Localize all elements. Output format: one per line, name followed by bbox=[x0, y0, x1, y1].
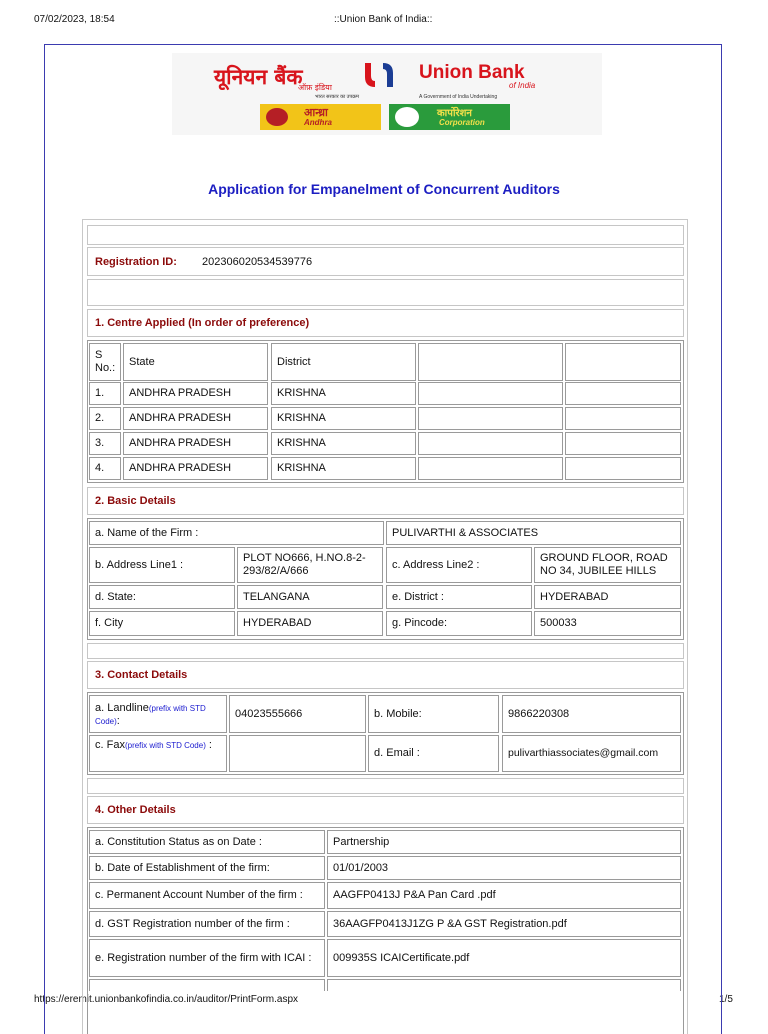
firm-name-label: a. Name of the Firm : bbox=[89, 521, 384, 545]
corporation-logo-icon bbox=[395, 107, 419, 127]
logo-hindi-sub: ऑफ़ इंडिया bbox=[298, 83, 332, 92]
section-heading-centre: 1. Centre Applied (In order of preference) bbox=[87, 309, 684, 337]
pincode-label: g. Pincode: bbox=[386, 611, 532, 636]
landline-note: (prefix with STD Code) bbox=[95, 704, 206, 726]
corporation-english: Corporation bbox=[439, 118, 485, 127]
landline-label-text: a. Landline bbox=[95, 702, 149, 714]
gst-label: d. GST Registration number of the firm : bbox=[89, 911, 325, 937]
table-cell bbox=[418, 382, 563, 405]
table-header: District bbox=[271, 343, 416, 381]
form-title: Application for Empanelment of Concurrent Auditors bbox=[208, 181, 560, 197]
bank-logo-banner bbox=[172, 53, 602, 135]
gst-value: 36AAGFP0413J1ZG P &A GST Registration.pdf bbox=[327, 911, 681, 937]
table-cell: KRISHNA bbox=[271, 407, 416, 430]
table-cell bbox=[565, 432, 681, 455]
section-heading-other: 4. Other Details bbox=[87, 796, 684, 824]
table-header bbox=[565, 343, 681, 381]
landline-colon: : bbox=[116, 715, 120, 727]
state-label: d. State: bbox=[89, 585, 235, 609]
union-bank-logo-icon bbox=[361, 59, 397, 91]
table-cell bbox=[89, 979, 325, 991]
table-cell bbox=[565, 382, 681, 405]
logo-hindi-name: यूनियन बैंक bbox=[214, 65, 303, 89]
firm-name-value: PULIVARTHI & ASSOCIATES bbox=[386, 521, 681, 545]
mobile-label: b. Mobile: bbox=[368, 695, 499, 733]
spacer-bar bbox=[87, 225, 684, 245]
district-label: e. District : bbox=[386, 585, 532, 609]
table-cell bbox=[565, 407, 681, 430]
table-cell bbox=[327, 979, 681, 991]
spacer-bar bbox=[87, 643, 684, 659]
andhra-english: Andhra bbox=[304, 118, 332, 127]
address1-value: PLOT NO666, H.NO.8-2-293/82/A/666 bbox=[237, 547, 383, 583]
table-cell bbox=[418, 457, 563, 480]
fax-label bbox=[89, 735, 227, 772]
table-cell bbox=[565, 457, 681, 480]
logo-english-sub: of India bbox=[509, 81, 536, 90]
establishment-date-label: b. Date of Establishment of the firm: bbox=[89, 856, 325, 880]
fax-value bbox=[229, 735, 366, 772]
table-header: State bbox=[123, 343, 268, 381]
andhra-hindi: आन्ध्रा bbox=[304, 106, 328, 119]
pincode-value: 500033 bbox=[534, 611, 681, 636]
table-header bbox=[418, 343, 563, 381]
table-cell: ANDHRA PRADESH bbox=[123, 432, 268, 455]
icai-label: e. Registration number of the firm with ICAI : bbox=[89, 939, 325, 977]
pan-label: c. Permanent Account Number of the firm : bbox=[89, 882, 325, 909]
logo-tagline-english: A Government of India Undertaking bbox=[419, 94, 498, 100]
constitution-value: Partnership bbox=[327, 830, 681, 854]
email-label: d. Email : bbox=[368, 735, 499, 772]
corporation-hindi: कार्पोरेशन bbox=[437, 108, 472, 119]
table-header: S No.: bbox=[89, 343, 121, 381]
address1-label: b. Address Line1 : bbox=[89, 547, 235, 583]
table-cell: 1. bbox=[89, 382, 121, 405]
table-cell: 3. bbox=[89, 432, 121, 455]
landline-label bbox=[89, 695, 227, 733]
andhra-bank-badge bbox=[260, 104, 381, 130]
table-cell: 4. bbox=[89, 457, 121, 480]
logo-tagline-hindi: भारत सरकार का उपक्रम bbox=[315, 94, 360, 100]
landline-value: 04023555666 bbox=[229, 695, 366, 733]
city-value: HYDERABAD bbox=[237, 611, 383, 636]
section-heading-contact: 3. Contact Details bbox=[87, 661, 684, 689]
print-datetime: 07/02/2023, 18:54 bbox=[34, 14, 115, 25]
fax-label-text: c. Fax bbox=[95, 739, 125, 751]
fax-colon: : bbox=[205, 739, 212, 751]
registration-label: Registration ID: bbox=[95, 255, 177, 268]
email-value: pulivarthiassociates@gmail.com bbox=[502, 735, 681, 772]
andhra-logo-icon bbox=[266, 108, 288, 126]
registration-row bbox=[87, 247, 684, 276]
table-cell bbox=[418, 407, 563, 430]
icai-value: 009935S ICAICertificate.pdf bbox=[327, 939, 681, 977]
spacer-bar bbox=[87, 279, 684, 306]
pan-value: AAGFP0413J P&A Pan Card .pdf bbox=[327, 882, 681, 909]
table-cell: ANDHRA PRADESH bbox=[123, 382, 268, 405]
state-value: TELANGANA bbox=[237, 585, 383, 609]
address2-value: GROUND FLOOR, ROAD NO 34, JUBILEE HILLS bbox=[534, 547, 681, 583]
constitution-label: a. Constitution Status as on Date : bbox=[89, 830, 325, 854]
city-label: f. City bbox=[89, 611, 235, 636]
table-cell bbox=[418, 432, 563, 455]
logo-english-name: Union Bank bbox=[419, 62, 525, 83]
registration-value: 202306020534539776 bbox=[202, 255, 313, 268]
print-page-title: ::Union Bank of India:: bbox=[334, 14, 433, 25]
mobile-value: 9866220308 bbox=[502, 695, 681, 733]
print-url: https://eremit.unionbankofindia.co.in/auditor/PrintForm.aspx bbox=[34, 994, 299, 1005]
table-cell: KRISHNA bbox=[271, 457, 416, 480]
print-page-number: 1/5 bbox=[719, 994, 733, 1005]
section-heading-basic: 2. Basic Details bbox=[87, 487, 684, 515]
address2-label: c. Address Line2 : bbox=[386, 547, 532, 583]
table-cell: KRISHNA bbox=[271, 382, 416, 405]
spacer-bar bbox=[87, 778, 684, 794]
table-cell: ANDHRA PRADESH bbox=[123, 407, 268, 430]
table-cell: 2. bbox=[89, 407, 121, 430]
establishment-date-value: 01/01/2003 bbox=[327, 856, 681, 880]
corporation-bank-badge bbox=[389, 104, 510, 130]
fax-note: (prefix with STD Code) bbox=[124, 741, 206, 750]
district-value: HYDERABAD bbox=[534, 585, 681, 609]
table-cell: ANDHRA PRADESH bbox=[123, 457, 268, 480]
table-cell: KRISHNA bbox=[271, 432, 416, 455]
